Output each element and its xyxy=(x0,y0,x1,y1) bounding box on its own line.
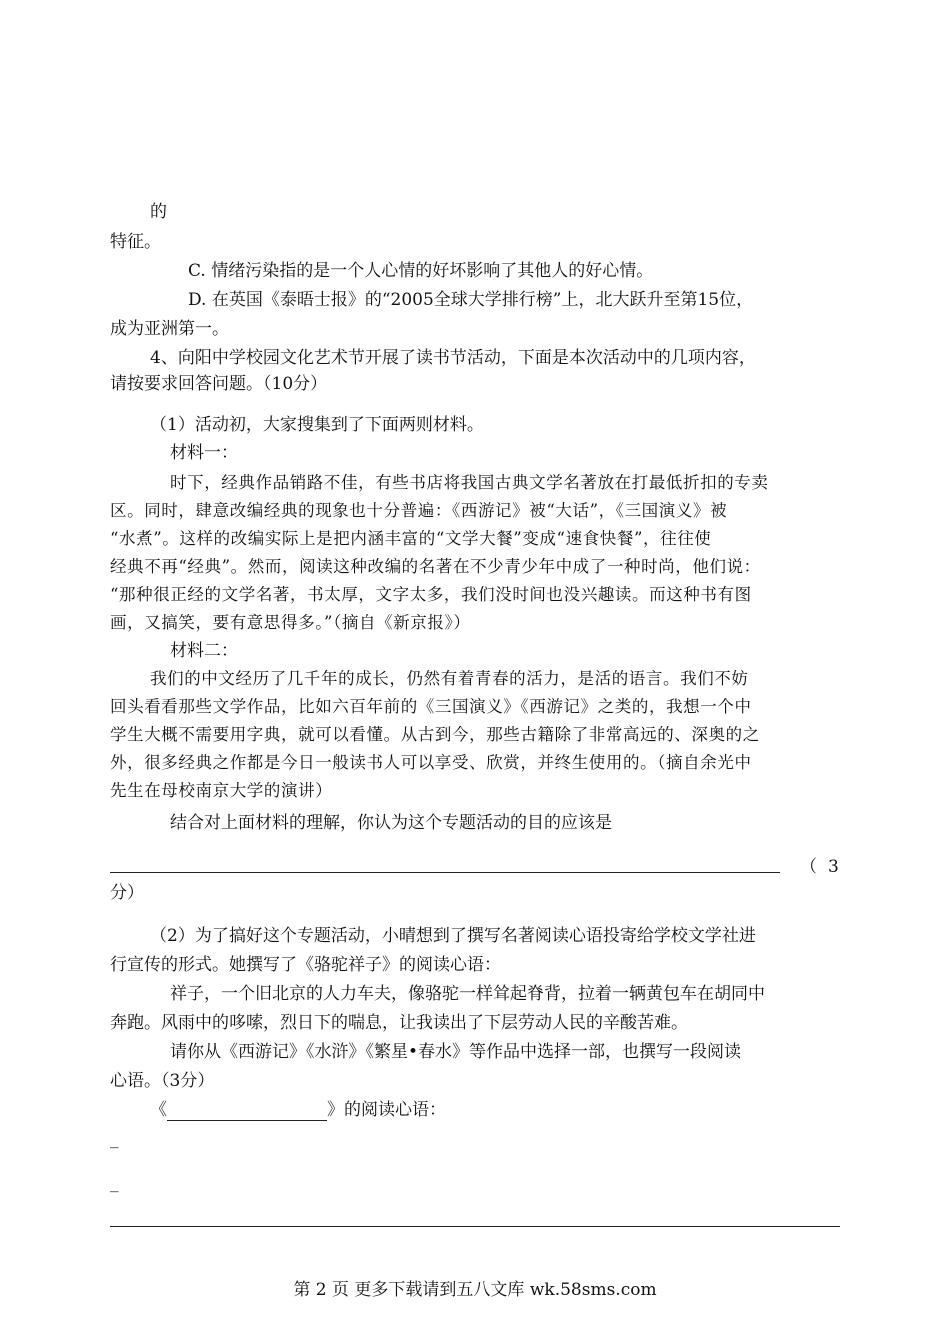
example-text: 祥子，一个旧北京的人力车夫，像骆驼一样耸起脊背，拉着一辆黄包车在胡同中 xyxy=(170,984,765,1004)
subquestion-2: （2）为了搞好这个专题活动，小晴想到了撰写名著阅读心语投寄给学校文学社进 xyxy=(150,926,756,946)
example-text: 奔跑。风雨中的哆嗦，烈日下的喘息，让我读出了下层劳动人民的辛酸苦难。 xyxy=(110,1013,688,1033)
book-title-prompt xyxy=(150,1099,446,1121)
answer-line[interactable] xyxy=(110,872,780,873)
answer-mark: _ xyxy=(110,1129,119,1149)
prompt-suffix: 》的阅读心语： xyxy=(327,1100,446,1120)
subquestion-1: （1）活动初，大家搜集到了下面两则材料。 xyxy=(150,415,484,435)
material-2-label: 材料二： xyxy=(170,641,238,661)
material-1-text: 经典不再“经典”。然而，阅读这种改编的名著在不少青少年中成了一种时尚，他们说： xyxy=(110,557,761,576)
material-1-text: 画，又搞笑，要有意思得多。”（摘自《新京报》） xyxy=(110,613,471,632)
material-2-text: 学生大概不需要用字典，就可以看懂。从古到今，那些古籍除了非常高远的、深奥的之 xyxy=(110,725,760,744)
text-line: 请按要求回答问题。（10分） xyxy=(110,374,328,394)
answer-line[interactable] xyxy=(110,1226,840,1227)
material-1-label: 材料一： xyxy=(170,443,238,463)
material-2-text: 我们的中文经历了几千年的成长，仍然有着青春的活力，是活的语言。我们不妨 xyxy=(150,669,749,688)
answer-mark: _ xyxy=(110,1173,119,1193)
text-line: 行宣传的形式。她撰写了《骆驼祥子》的阅读心语： xyxy=(110,955,501,975)
material-2-text: 回头看看那些文学作品，比如六百年前的《三国演义》《西游记》之类的，我想一个中 xyxy=(110,697,752,716)
material-2-text: 先生在母校南京大学的演讲） xyxy=(110,781,333,800)
instruction-text: 请你从《西游记》《水浒》《繁星•春水》等作品中选择一部，也撰写一段阅读 xyxy=(170,1042,742,1062)
material-2-text: 外，很多经典之作都是今日一般读书人可以享受、欣赏，并终生使用的。（摘自余光中 xyxy=(110,753,752,772)
material-1-text: “水煮”。这样的改编实际上是把内涵丰富的“文学大餐”变成“速食快餐”，往往使 xyxy=(110,529,712,548)
material-1-text: 区。同时，肆意改编经典的现象也十分普遍：《西游记》被“大话”，《三国演义》被 xyxy=(110,501,728,520)
option-c: C. 情绪污染指的是一个人心情的好坏影响了其他人的好心情。 xyxy=(188,261,654,281)
material-1-text: “那种很正经的文学名著，书太厚，文字太多，我们没时间也没兴趣读。而这种书有图 xyxy=(110,585,752,604)
material-1-text: 时下，经典作品销路不佳，有些书店将我国古典文学名著放在打最低折扣的专卖 xyxy=(170,473,769,492)
option-d: D. 在英国《泰晤士报》的“2005全球大学排行榜”上，北大跃升至第15位， xyxy=(188,290,754,310)
page-footer: 第 2 页 更多下载请到五八文库 wk.58sms.com xyxy=(293,1280,657,1300)
text-line: 心语。（3分） xyxy=(110,1071,215,1091)
text-line: 的 xyxy=(150,202,167,222)
score-close: 分） xyxy=(110,883,144,903)
score-open: （ xyxy=(800,857,817,877)
book-title-blank[interactable] xyxy=(167,1102,327,1121)
text-line: 特征。 xyxy=(110,232,161,252)
score-number: 3 xyxy=(828,857,839,877)
question-4: 4、向阳中学校园文化艺术节开展了读书节活动，下面是本次活动中的几项内容， xyxy=(150,348,756,368)
bracket-open: 《 xyxy=(150,1100,167,1120)
text-line: 成为亚洲第一。 xyxy=(110,319,229,339)
prompt-line: 结合对上面材料的理解，你认为这个专题活动的目的应该是 xyxy=(170,813,612,833)
